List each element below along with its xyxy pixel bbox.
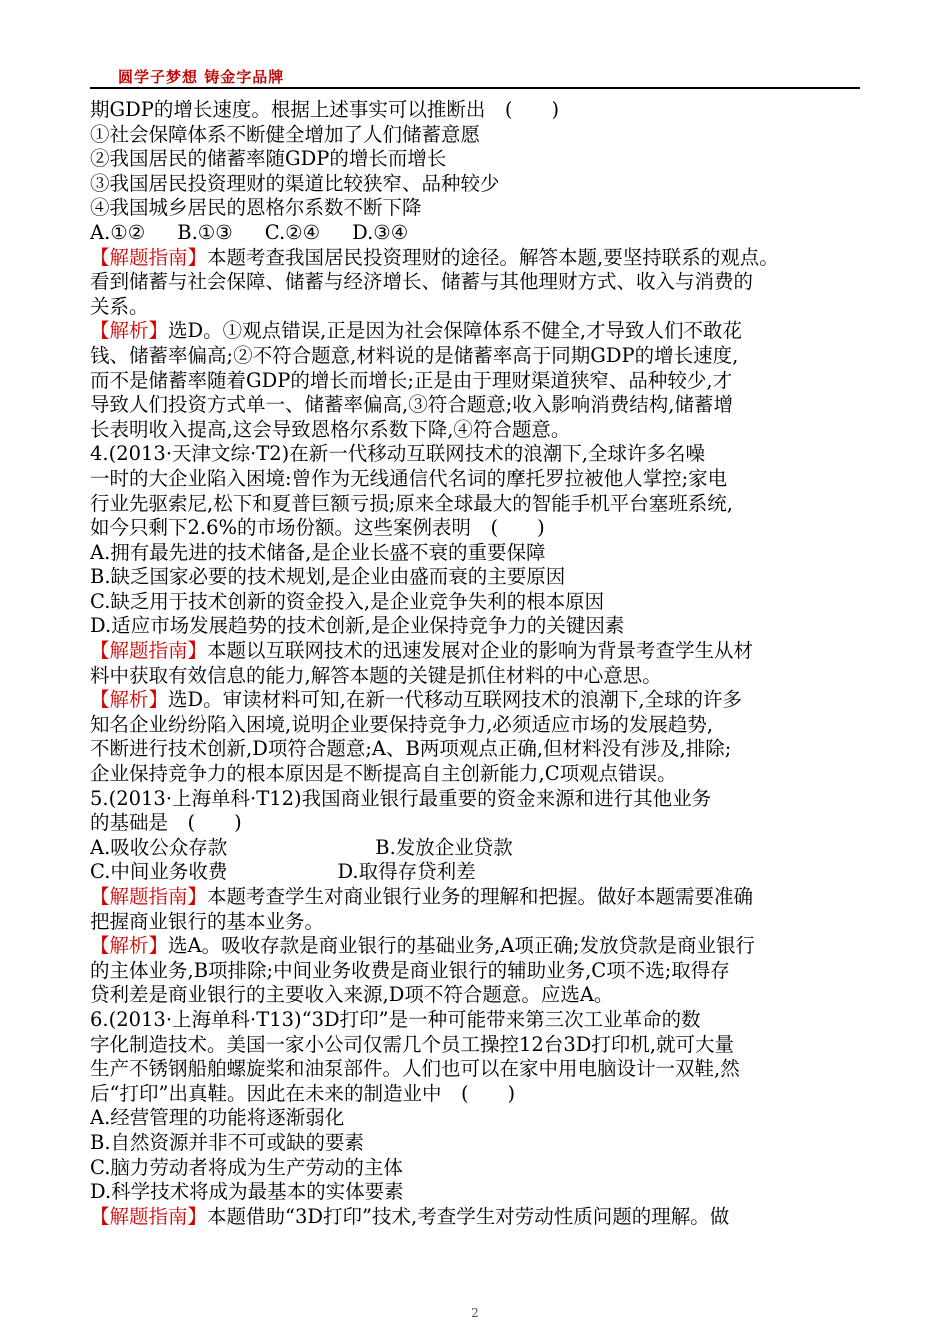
q5-option-a: A.吸收公众存款 — [90, 835, 228, 859]
q5-stem-line: 的基础是 ( ) — [90, 811, 242, 835]
q4-option-c: C.缺乏用于技术创新的资金投入,是企业竞争失利的根本原因 — [90, 589, 605, 613]
q5-options-row — [90, 860, 865, 885]
guide-tag: 【解题指南】 — [90, 885, 208, 908]
q3-item: ①社会保障体系不断健全增加了人们储蓄意愿 — [90, 122, 481, 146]
page-number: 2 — [471, 1306, 479, 1320]
q5-analysis-line: 贷利差是商业银行的主要收入来源,D项不符合题意。应选A。 — [90, 983, 614, 1007]
analysis-tag: 【解析】 — [90, 319, 169, 343]
q4-analysis-line: 企业保持竞争力的根本原因是不断提高自主创新能力,C项观点错误。 — [90, 762, 677, 786]
q6-stem-line: 生产不锈钢船舶螺旋桨和油泵部件。人们也可以在家中用电脑设计一双鞋,然 — [90, 1057, 740, 1081]
q4-analysis-line: 不断进行技术创新,D项符合题意;A、B两项观点正确,但材料没有涉及,排除; — [90, 737, 732, 761]
q3-analysis-line: 而不是储蓄率随着GDP的增长而增长;正是由于理财渠道狭窄、品种较少,才 — [90, 368, 733, 392]
q3-options — [90, 221, 865, 246]
q6-option-a: A.经营管理的功能将逐渐弱化 — [90, 1106, 345, 1130]
q4-option-a: A.拥有最先进的技术储备,是企业长盛不衰的重要保障 — [90, 540, 546, 564]
q5-analysis: 【解析】选A。吸收存款是商业银行的基础业务,A项正确;发放贷款是商业银行 — [90, 934, 755, 958]
q3-option-c: C.②④ — [264, 220, 321, 244]
q4-analysis: 【解析】选D。审读材料可知,在新一代移动互联网技术的浪潮下,全球的许多 — [90, 688, 743, 712]
q5-analysis-line: 的主体业务,B项排除;中间业务收费是商业银行的辅助业务,C项不选;取得存 — [90, 958, 730, 982]
q4-analysis-line: 知名企业纷纷陷入困境,说明企业要保持竞争力,必须适应市场的发展趋势, — [90, 712, 714, 736]
analysis-tag: 【解析】 — [90, 688, 169, 712]
analysis-tag: 【解析】 — [90, 934, 169, 958]
q6-guide: 【解题指南】本题借助“3D打印”技术,考查学生对劳动性质问题的理解。做 — [90, 1204, 730, 1228]
q3-analysis-line: 导致人们投资方式单一、储蓄率偏高,③符合题意;收入影响消费结构,储蓄增 — [90, 393, 733, 417]
header-divider — [90, 87, 860, 89]
q3-guide-line: 看到储蓄与社会保障、储蓄与经济增长、储蓄与其他理财方式、收入与消费的 — [90, 270, 754, 294]
q3-analysis: 【解析】选D。①观点错误,正是因为社会保障体系不健全,才导致人们不敢花 — [90, 319, 743, 343]
q4-option-d: D.适应市场发展趋势的技术创新,是企业保持竞争力的关键因素 — [90, 614, 625, 638]
guide-tag: 【解题指南】 — [90, 1204, 208, 1228]
header-brand: 圆学子梦想 铸金字品牌 — [118, 68, 285, 86]
q6-option-b: B.自然资源并非不可或缺的要素 — [90, 1130, 365, 1154]
q3-option-b: B.①③ — [177, 220, 233, 244]
guide-tag: 【解题指南】 — [90, 639, 208, 663]
q4-stem-line: 如今只剩下2.6%的市场份额。这些案例表明 ( ) — [90, 516, 545, 540]
document-body — [90, 98, 865, 1229]
q3-option-a: A.①② — [90, 220, 146, 244]
q5-stem-line: 5.(2013·上海单科·T12)我国商业银行最重要的资金来源和进行其他业务 — [90, 786, 712, 810]
q4-stem-line: 行业先驱索尼,松下和夏普巨额亏损;原来全球最大的智能手机平台塞班系统, — [90, 491, 733, 515]
q6-stem-line: 字化制造技术。美国一家小公司仅需几个员工操控12台3D打印机,就可大量 — [90, 1032, 735, 1056]
q3-guide-line: 关系。 — [90, 294, 149, 318]
q4-option-b: B.缺乏国家必要的技术规划,是企业由盛而衰的主要原因 — [90, 565, 566, 589]
q6-stem-line: 6.(2013·上海单科·T13)“3D打印”是一种可能带来第三次工业革命的数 — [90, 1007, 701, 1031]
q3-stem-tail: 期GDP的增长速度。根据上述事实可以推断出 ( ) — [90, 98, 560, 121]
q4-guide: 【解题指南】本题以互联网技术的迅速发展对企业的影响为背景考查学生从材 — [90, 639, 754, 663]
q3-option-d: D.③④ — [352, 220, 409, 244]
q3-item: ④我国城乡居民的恩格尔系数不断下降 — [90, 196, 422, 220]
q3-analysis-line: 钱、储蓄率偏高;②不符合题意,材料说的是储蓄率高于同期GDP的增长速度, — [90, 343, 739, 367]
q3-item: ③我国居民投资理财的渠道比较狭窄、品种较少 — [90, 171, 500, 195]
q3-item: ②我国居民的储蓄率随GDP的增长而增长 — [90, 147, 447, 171]
q4-guide-line: 料中获取有效信息的能力,解答本题的关键是抓住材料的中心意思。 — [90, 663, 662, 687]
q3-guide: 【解题指南】本题考查我国居民投资理财的途径。解答本题,要坚持联系的观点。 — [90, 245, 779, 269]
q5-guide: 【解题指南】本题考查学生对商业银行业务的理解和把握。做好本题需要准确 — [90, 885, 754, 908]
q5-option-b: B.发放企业贷款 — [375, 835, 513, 859]
q4-stem-line: 4.(2013·天津文综·T2)在新一代移动互联网技术的浪潮下,全球许多名噪 — [90, 442, 705, 466]
guide-tag: 【解题指南】 — [90, 245, 208, 269]
q6-stem-line: 后“打印”出真鞋。因此在未来的制造业中 ( ) — [90, 1081, 516, 1105]
q5-option-d: D.取得存贷利差 — [337, 860, 476, 884]
q6-option-c: C.脑力劳动者将成为生产劳动的主体 — [90, 1155, 403, 1179]
q5-options-row — [90, 836, 865, 861]
q3-analysis-line: 长表明收入提高,这会导致恩格尔系数下降,④符合题意。 — [90, 417, 571, 441]
q5-guide-line: 把握商业银行的基本业务。 — [90, 909, 325, 933]
q5-option-c: C.中间业务收费 — [90, 860, 228, 884]
q6-option-d: D.科学技术将成为最基本的实体要素 — [90, 1180, 404, 1204]
q4-stem-line: 一时的大企业陷入困境:曾作为无线通信代名词的摩托罗拉被他人掌控;家电 — [90, 466, 728, 490]
